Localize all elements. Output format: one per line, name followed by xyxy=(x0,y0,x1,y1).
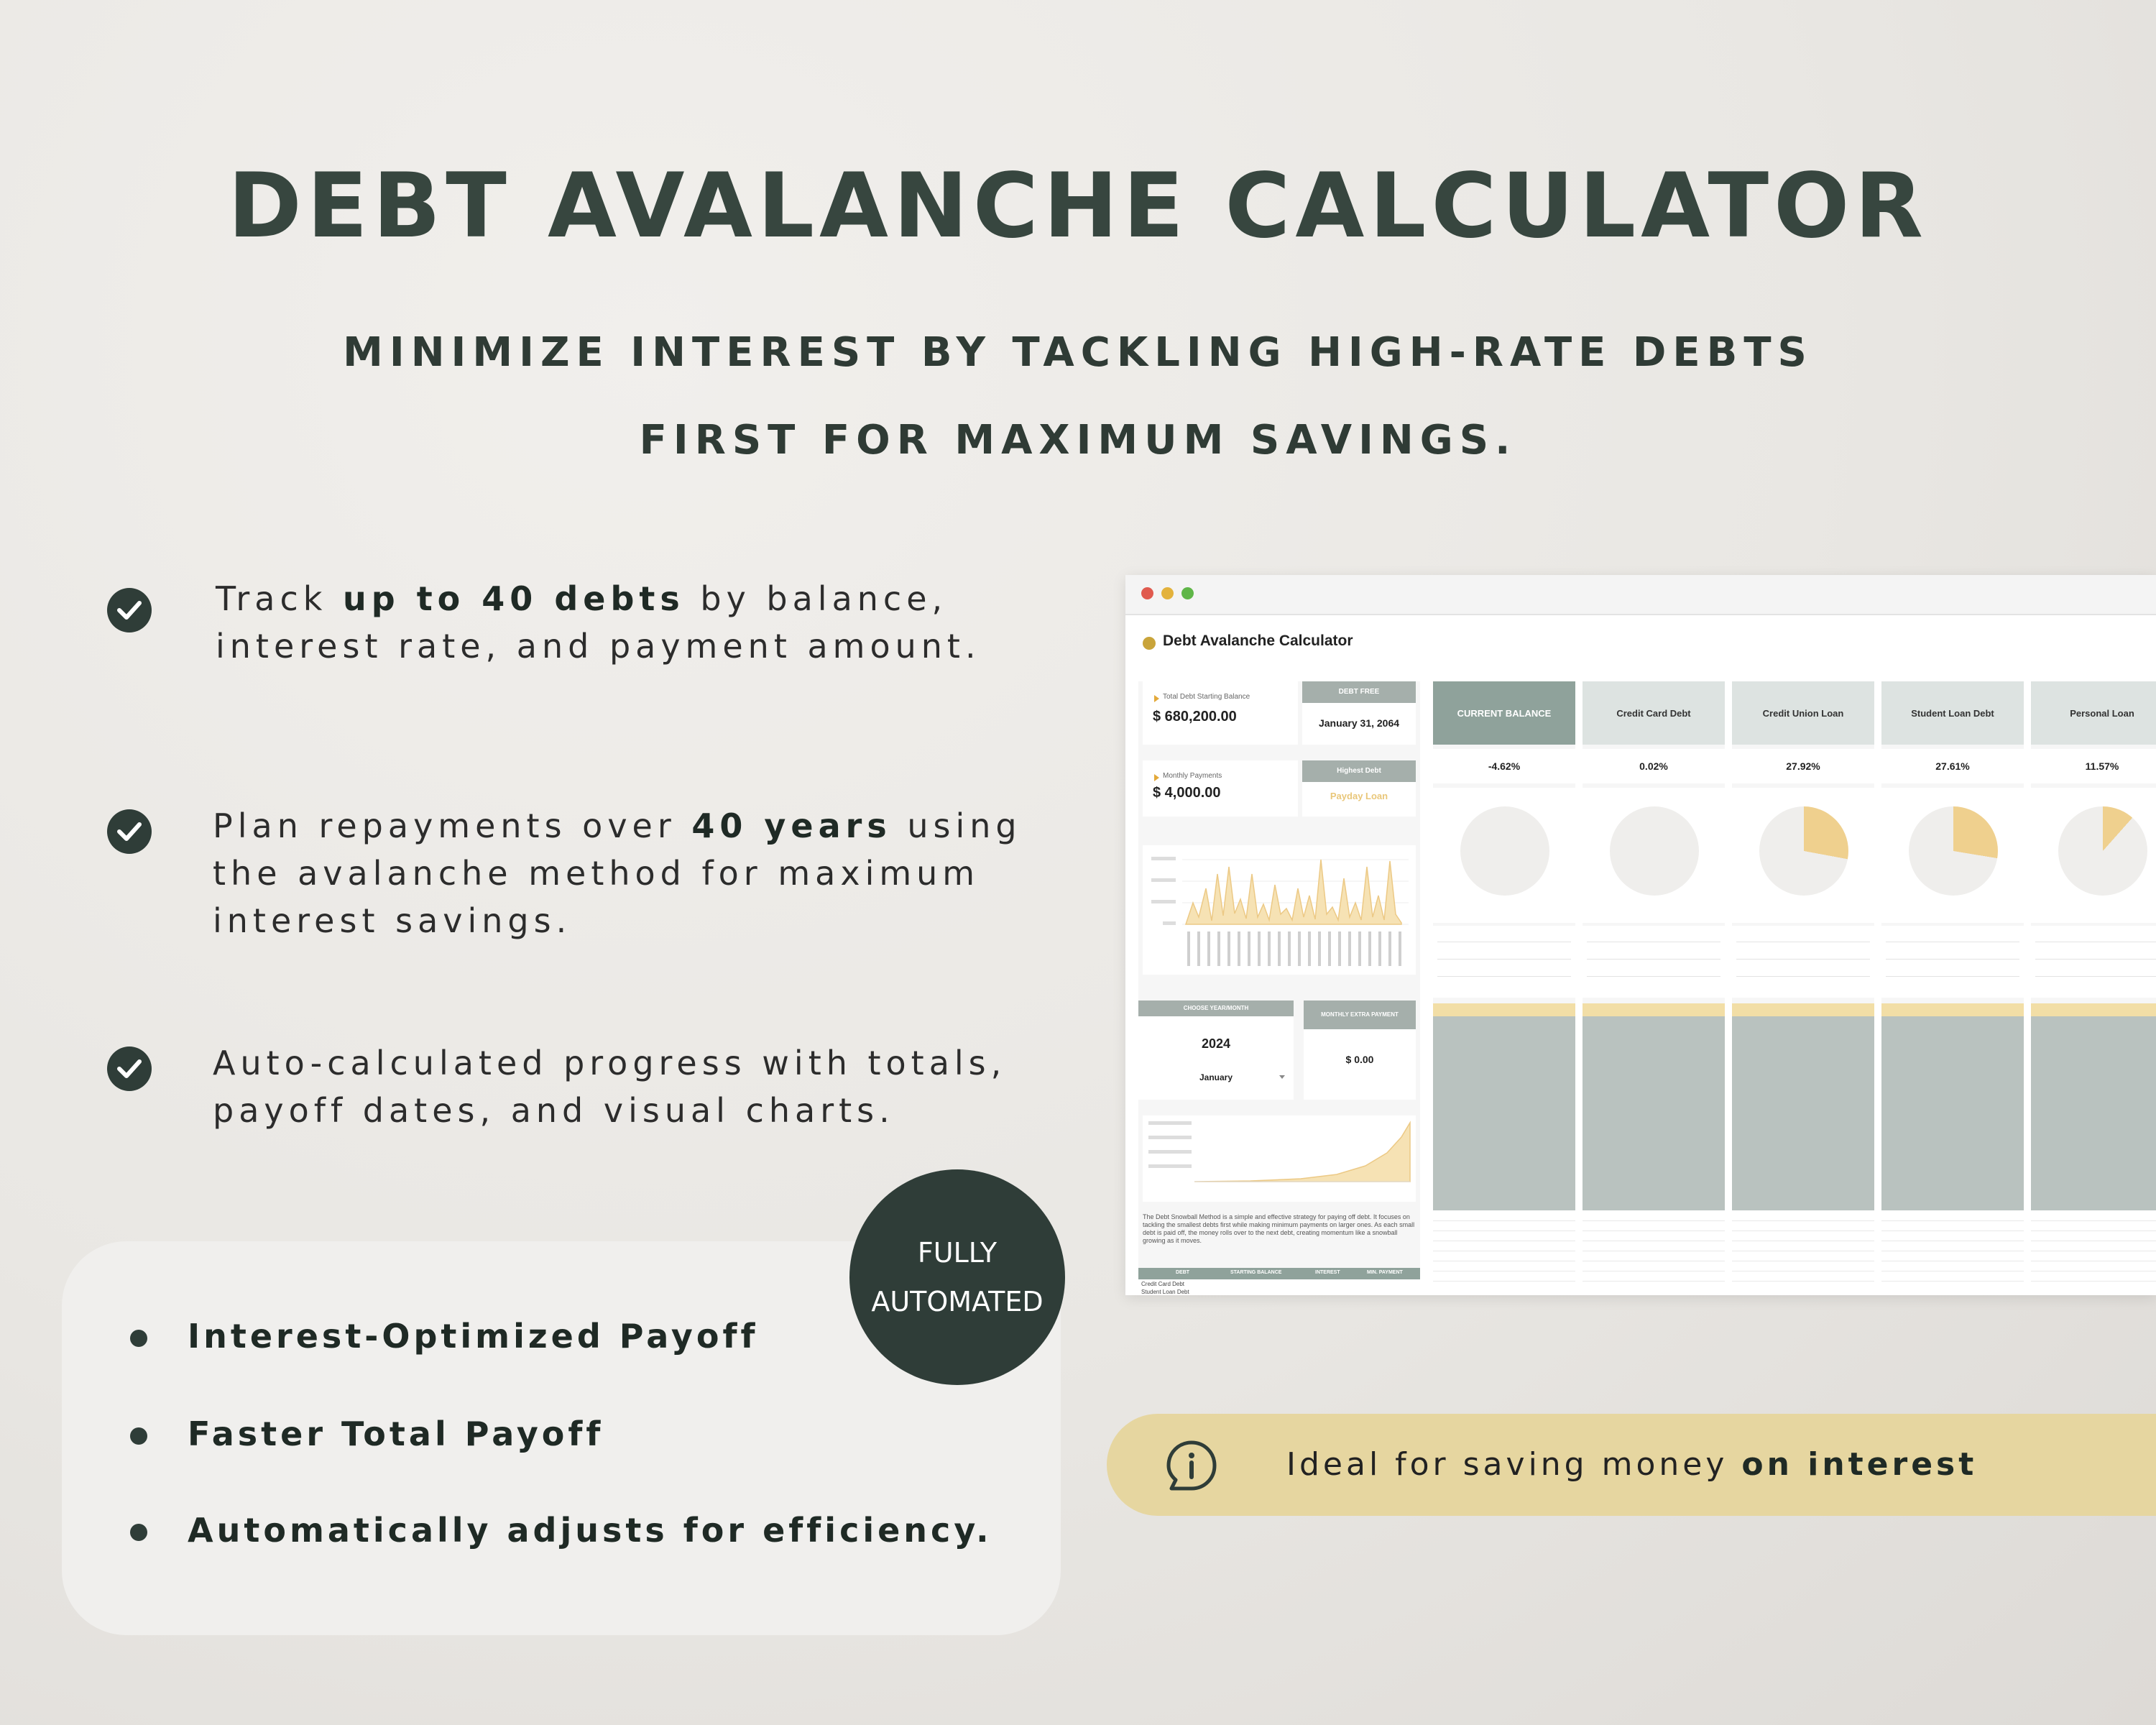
debt-percent: 27.92% xyxy=(1732,749,1874,783)
triangle-icon xyxy=(1154,695,1159,702)
app-title: Debt Avalanche Calculator xyxy=(1163,632,1353,649)
balance-area-chart xyxy=(1143,845,1416,975)
growth-area-chart xyxy=(1143,1116,1416,1202)
badge-line: FULLY xyxy=(917,1237,998,1269)
fully-automated-badge xyxy=(849,1169,1065,1385)
maximize-dot-icon xyxy=(1181,587,1194,599)
debt-column-header: Student Loan Debt xyxy=(1881,681,2024,745)
pie-chart xyxy=(1460,806,1549,896)
monthly-extra-payment-tag: MONTHLY EXTRA PAYMENT xyxy=(1304,1000,1416,1029)
window-titlebar xyxy=(1125,575,2156,615)
feature-text: Track up to 40 debts by balance, interest rate, and payment amount. xyxy=(216,579,981,666)
year-value: 2024 xyxy=(1201,1036,1231,1051)
debt-column xyxy=(2031,681,2156,1295)
debt-free-tag: DEBT FREE xyxy=(1302,681,1416,703)
debt-column-header: CURRENT BALANCE xyxy=(1433,681,1575,745)
info-banner xyxy=(1107,1414,2156,1516)
page-title: DEBT AVALANCHE CALCULATOR xyxy=(228,155,1928,258)
schedule-table-body xyxy=(1433,1016,1575,1210)
schedule-table-rows xyxy=(1583,1210,1725,1295)
pie-chart xyxy=(1909,806,1998,896)
benefit-text: Interest-Optimized Payoff xyxy=(188,1317,759,1356)
benefit-item xyxy=(62,1405,996,1463)
schedule-table-rows xyxy=(1881,1210,2024,1295)
month-value[interactable]: January xyxy=(1199,1072,1233,1082)
debt-column xyxy=(1433,681,1575,1295)
year-month-selector[interactable] xyxy=(1138,1016,1294,1100)
highest-debt-tag: Highest Debt xyxy=(1302,760,1416,782)
bullet-icon xyxy=(130,1524,147,1541)
minimize-dot-icon xyxy=(1161,587,1174,599)
schedule-table-rows xyxy=(2031,1210,2156,1295)
debt-percent: 0.02% xyxy=(1583,749,1725,783)
check-icon xyxy=(107,809,152,854)
feature-text: Auto-calculated progress with totals, payoff dates, and visual charts. xyxy=(213,1044,1007,1130)
choose-year-month-tag: CHOOSE YEAR/MONTH xyxy=(1138,1000,1294,1016)
debt-stats xyxy=(1433,926,1575,998)
feature-text: Plan repayments over 40 years using the avalanche method for maximum interest savings. xyxy=(213,806,1022,940)
benefit-text: Faster Total Payoff xyxy=(188,1414,604,1453)
debt-stats xyxy=(1583,926,1725,998)
summary-header-debt: DEBT xyxy=(1176,1270,1190,1275)
badge-line: AUTOMATED xyxy=(871,1286,1044,1317)
title-dot-icon xyxy=(1143,637,1156,650)
pie-chart-card xyxy=(1881,788,2024,923)
bullet-icon xyxy=(130,1427,147,1445)
debt-percent: -4.62% xyxy=(1433,749,1575,783)
debt-stats xyxy=(1732,926,1874,998)
extra-payment-value: $ 0.00 xyxy=(1345,1054,1374,1065)
debt-stats xyxy=(1881,926,2024,998)
debt-column xyxy=(1583,681,1725,1295)
debt-column xyxy=(1732,681,1874,1295)
schedule-table-header xyxy=(1583,1003,1725,1016)
schedule-table-header xyxy=(1732,1003,1874,1016)
check-icon xyxy=(107,588,152,632)
pie-chart xyxy=(2058,806,2147,896)
schedule-table-header xyxy=(1433,1003,1575,1016)
schedule-table-body xyxy=(1583,1016,1725,1210)
total-debt-value: $ 680,200.00 xyxy=(1153,709,1237,724)
debt-column xyxy=(1881,681,2024,1295)
schedule-table-body xyxy=(2031,1016,2156,1210)
summary-header-balance: STARTING BALANCE xyxy=(1230,1270,1282,1275)
debt-free-card xyxy=(1302,703,1416,745)
total-debt-card xyxy=(1143,681,1298,745)
summary-table xyxy=(1138,1268,1420,1295)
bullet-icon xyxy=(130,1330,147,1347)
info-chat-icon xyxy=(1163,1437,1220,1494)
summary-row-label: Student Loan Debt xyxy=(1141,1289,1189,1295)
summary-header-min-payment: MIN. PAYMENT xyxy=(1367,1270,1403,1275)
method-description: The Debt Snowball Method is a simple and effective strategy for paying off debt. It focuses on tackling the smallest debts first while making minimum payments on larger ones. As each small debt is paid off, the money rolls over to the next debt, creating momentum like a snowball growing as it moves. xyxy=(1143,1213,1415,1244)
spreadsheet-preview xyxy=(1125,575,2156,1295)
schedule-table-rows xyxy=(1732,1210,1874,1295)
dashboard-left-column xyxy=(1138,681,1420,1295)
debt-column-header: Personal Loan xyxy=(2031,681,2156,745)
pie-chart-card xyxy=(1583,788,1725,923)
monthly-payments-card xyxy=(1143,760,1298,816)
total-debt-label: Total Debt Starting Balance xyxy=(1163,693,1250,701)
schedule-table-header xyxy=(1881,1003,2024,1016)
debt-column-header: Credit Card Debt xyxy=(1583,681,1725,745)
highest-debt-value: Payday Loan xyxy=(1330,791,1388,801)
debt-free-value: January 31, 2064 xyxy=(1318,717,1400,729)
schedule-table-body xyxy=(1732,1016,1874,1210)
monthly-extra-payment-card[interactable] xyxy=(1304,1029,1416,1100)
schedule-table-rows xyxy=(1433,1210,1575,1295)
debt-stats xyxy=(2031,926,2156,998)
benefit-item xyxy=(62,1307,996,1365)
triangle-icon xyxy=(1154,774,1159,781)
dropdown-arrow-icon[interactable] xyxy=(1279,1075,1285,1079)
benefit-text: Automatically adjusts for efficiency. xyxy=(188,1511,992,1550)
summary-table-header xyxy=(1138,1268,1420,1279)
schedule-table-body xyxy=(1881,1016,2024,1210)
pie-chart-card xyxy=(2031,788,2156,923)
pie-chart-card xyxy=(1732,788,1874,923)
debt-percent: 11.57% xyxy=(2031,749,2156,783)
pie-chart-card xyxy=(1433,788,1575,923)
debt-column-header: Credit Union Loan xyxy=(1732,681,1874,745)
page-subtitle: MINIMIZE INTEREST BY TACKLING HIGH-RATE DEBTS FIRST FOR MAXIMUM SAVINGS. xyxy=(343,329,1813,464)
summary-row-label: Credit Card Debt xyxy=(1141,1281,1185,1287)
monthly-payments-label: Monthly Payments xyxy=(1163,772,1222,780)
highest-debt-card xyxy=(1302,782,1416,816)
summary-header-interest: INTEREST xyxy=(1315,1270,1340,1275)
check-icon xyxy=(107,1046,152,1091)
schedule-table-header xyxy=(2031,1003,2156,1016)
monthly-payments-value: $ 4,000.00 xyxy=(1153,785,1221,801)
debt-percent: 27.61% xyxy=(1881,749,2024,783)
pie-chart xyxy=(1610,806,1699,896)
benefit-item xyxy=(62,1501,996,1559)
pie-chart xyxy=(1759,806,1848,896)
info-text: Ideal for saving money on interest xyxy=(1286,1446,1978,1483)
close-dot-icon xyxy=(1141,587,1153,599)
